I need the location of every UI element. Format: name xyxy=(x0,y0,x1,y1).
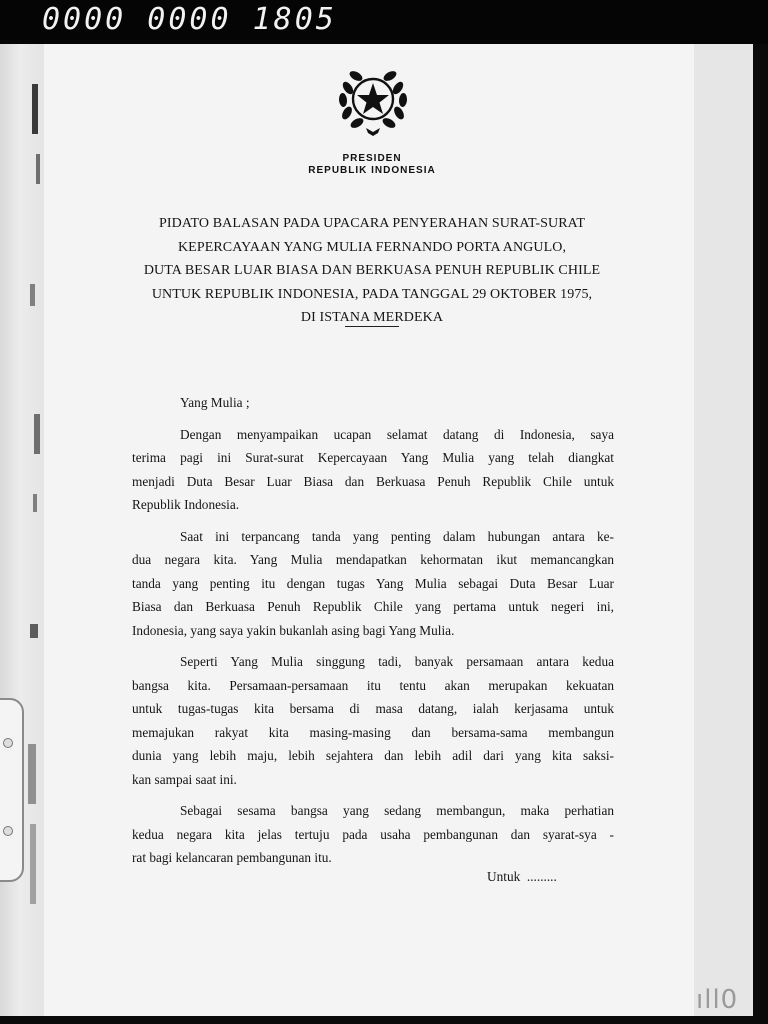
title-line: DI ISTANA MERDEKA xyxy=(300,310,444,325)
continuation-note: Untuk ......... xyxy=(487,869,557,884)
speech-body xyxy=(132,391,614,878)
body-line: tanda yang penting itu dengan tugas Yang Mulia sebagai Duta Besar Luar xyxy=(132,575,614,591)
body-line: Saat ini terpancang tanda yang penting dalam hubungan antara ke- xyxy=(180,528,614,544)
body-line: menjadi Duta Besar Luar Biasa dan Berkuasa Penuh Republik Chile untuk xyxy=(132,473,614,489)
body-line: Sebagai sesama bangsa yang sedang membangun, maka perhatian xyxy=(180,803,614,818)
binder-hole xyxy=(3,826,13,836)
title-underline xyxy=(345,326,399,327)
right-sheet-edge xyxy=(692,44,753,1016)
paragraph xyxy=(132,650,614,791)
title-line: UNTUK REPUBLIK INDONESIA, PADA TANGGAL 29 OKTOBER 1975, xyxy=(151,286,593,302)
letterhead-office xyxy=(0,153,744,177)
title-line: KEPERCAYAAN YANG MULIA FERNANDO PORTA ANGULO, xyxy=(177,239,567,255)
binder-clip xyxy=(0,698,24,882)
body-line: bangsa kita. Persamaan-persamaan itu tentu akan merupakan kekuatan xyxy=(132,677,614,693)
body-line: rat bagi kelancaran pembangunan itu. xyxy=(132,850,332,865)
body-line: Indonesia, yang saya yakin bukanlah asing bagi Yang Mulia. xyxy=(132,622,455,638)
letterhead-line: PRESIDEN xyxy=(342,153,402,164)
letterhead-line: REPUBLIK INDONESIA xyxy=(308,165,436,176)
paragraph xyxy=(132,423,614,517)
frame-counter: 0000 0000 1805 xyxy=(42,2,337,37)
body-line: Seperti Yang Mulia singgung tadi, banyak persamaan antara kedua xyxy=(180,654,614,669)
body-line: terima pagi ini Surat-surat Kepercayaan Yang Mulia yang telah diangkat xyxy=(132,450,614,465)
body-line: dua negara kita. Yang Mulia mendapatkan kehormatan ikut memancangkan xyxy=(132,552,614,567)
paragraph xyxy=(132,525,614,643)
body-line: Republik Indonesia. xyxy=(132,497,240,512)
page-number: ıll0 xyxy=(696,985,739,1015)
film-frame-header xyxy=(0,0,768,44)
body-line: Dengan menyampaikan ucapan selamat datang di Indonesia, saya xyxy=(180,426,614,442)
binder-hole xyxy=(3,738,13,748)
body-line: dunia yang lebih maju, lebih sejahtera dan lebih adil dari yang kita saksi- xyxy=(132,748,614,763)
title-line: PIDATO BALASAN PADA UPACARA PENYERAHAN SURAT-SURAT xyxy=(158,216,585,231)
state-emblem-icon xyxy=(332,58,414,140)
body-line: memajukan rakyat kita masing-masing dan bersama-sama membangun xyxy=(132,724,614,740)
body-line: kedua negara kita jelas tertuju pada usaha pembangunan dan syarat-sya - xyxy=(132,826,614,842)
body-line: Biasa dan Berkuasa Penuh Republik Chile yang pertama untuk negeri ini, xyxy=(132,599,614,614)
speech-title xyxy=(0,212,744,330)
body-line: kan sampai saat ini. xyxy=(132,771,237,787)
title-line: DUTA BESAR LUAR BIASA DAN BERKUASA PENUH REPUBLIK CHILE xyxy=(143,263,601,278)
salutation: Yang Mulia ; xyxy=(180,395,250,410)
body-line: untuk tugas-tugas kita bersama di masa datang, ialah kerjasama untuk xyxy=(132,701,614,716)
paragraph xyxy=(132,799,614,870)
